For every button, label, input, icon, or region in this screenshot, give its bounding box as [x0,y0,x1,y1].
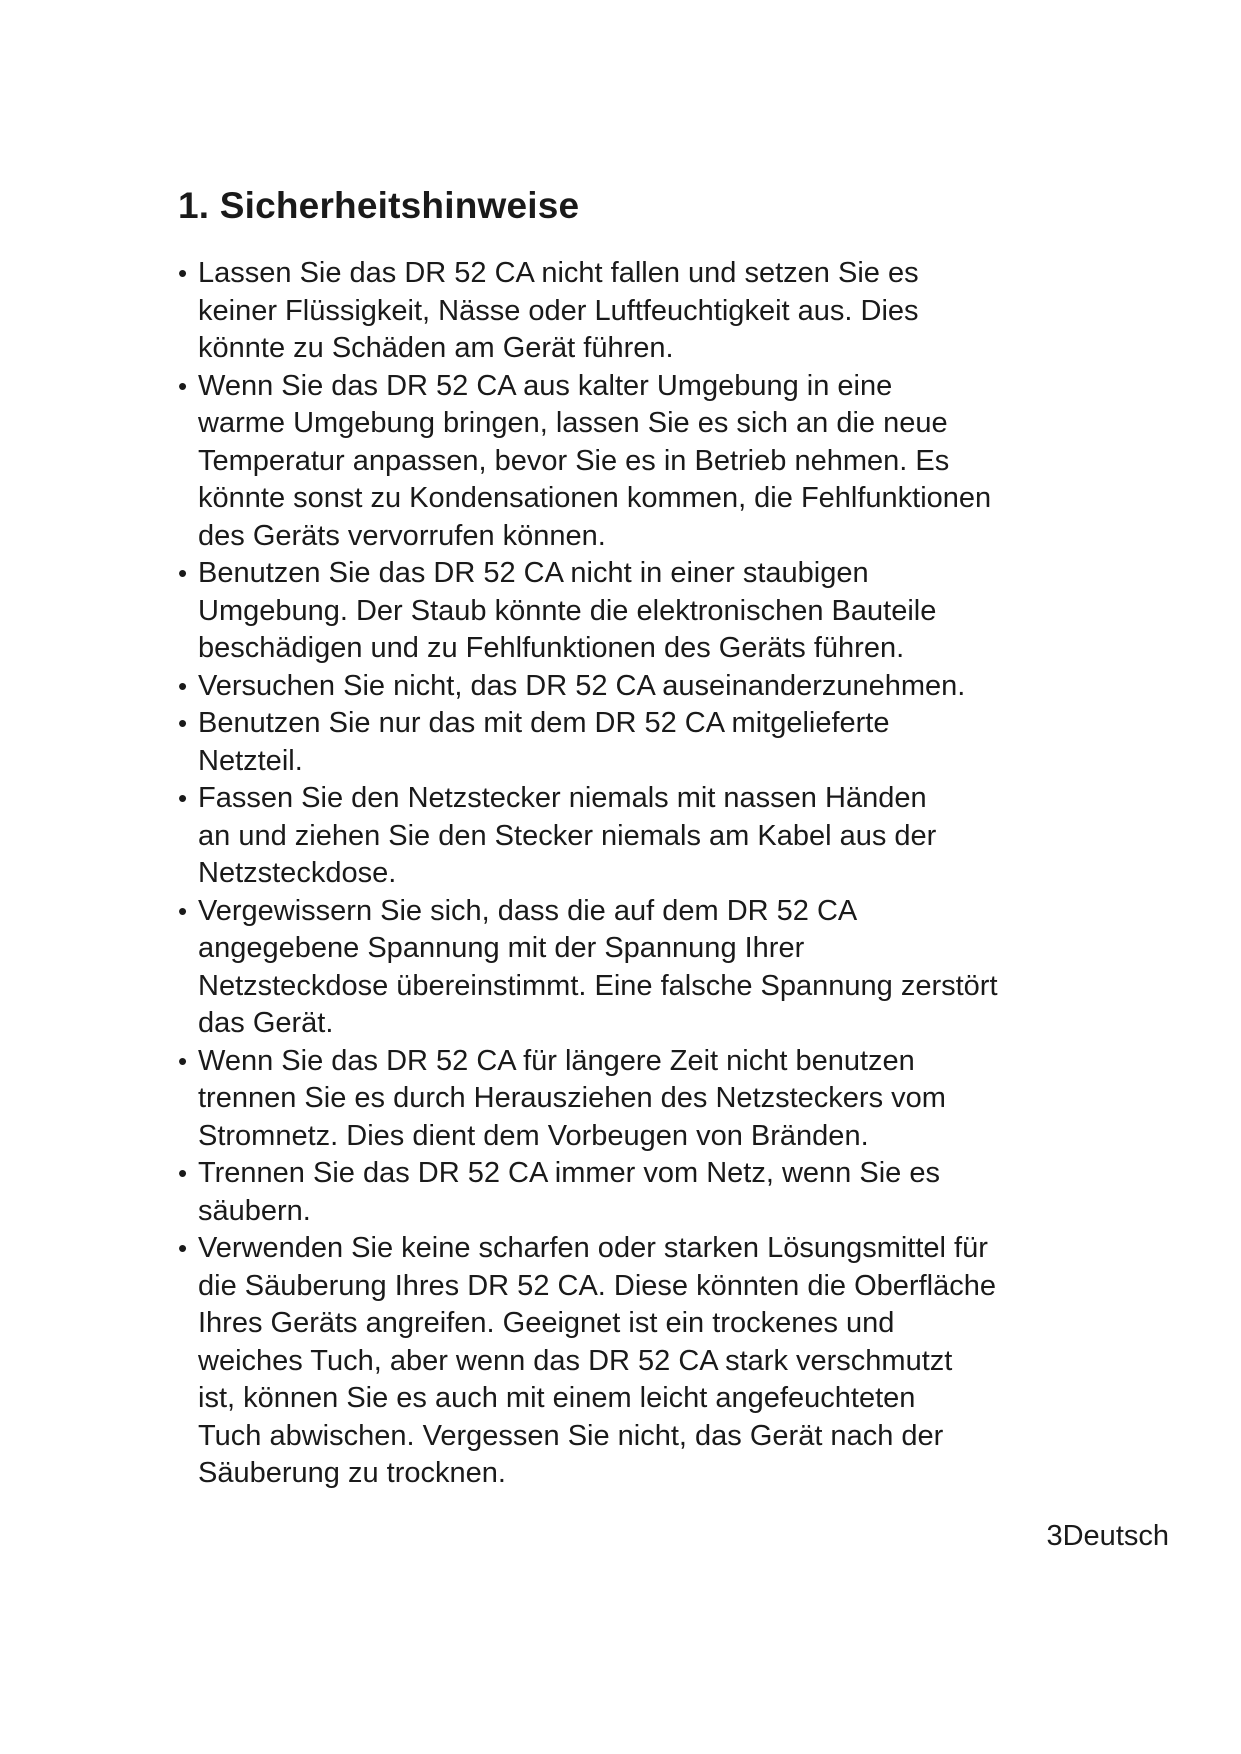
instruction-text-line: säubern. [198,1194,311,1227]
instruction-text-line: Netzteil. [198,744,303,777]
instruction-text-line: das Gerät. [198,1007,334,1039]
instruction-text-line: keiner Flüssigkeit, Nässe oder Luftfeuchtigkeit aus. Dies [198,294,919,327]
instruction-text-line: könnte sonst zu Kondensationen kommen, die Fehlfunktionen [198,482,992,514]
instruction-item [178,668,1078,706]
bullet-icon: • [178,1158,188,1188]
instruction-text-line: Wenn Sie das DR 52 CA aus kalter Umgebung in eine [198,369,893,402]
instruction-item [178,555,1078,668]
instruction-text-line: Trennen Sie das DR 52 CA immer vom Netz, wenn Sie es [198,1157,940,1189]
instruction-item [178,368,1078,556]
instruction-text-line: trennen Sie es durch Herausziehen des Netzsteckers vom [198,1082,946,1114]
instruction-text-line: Temperatur anpassen, bevor Sie es in Betrieb nehmen. Es [198,444,950,477]
instruction-text-line: Netzsteckdose. [198,857,397,889]
page-footer: 3Deutsch [1046,1520,1169,1552]
safety-instructions-list [178,255,1078,1493]
instruction-text-line: Benutzen Sie nur das mit dem DR 52 CA mitgelieferte [198,707,890,739]
instruction-text-line: Benutzen Sie das DR 52 CA nicht in einer staubigen [198,557,869,589]
bullet-icon: • [178,1045,188,1076]
instruction-text-line: beschädigen und zu Fehlfunktionen des Geräts führen. [198,632,905,664]
bullet-icon: • [178,708,188,738]
instruction-text-line: Verwenden Sie keine scharfen oder starken Lösungsmittel für [198,1232,988,1264]
instruction-text-line: Wenn Sie das DR 52 CA für längere Zeit nicht benutzen [198,1044,915,1077]
instruction-text-line: des Geräts vervorrufen können. [198,519,606,552]
instruction-text-line: an und ziehen Sie den Stecker niemals am Kabel aus der [198,819,937,852]
instruction-text-line: Fassen Sie den Netzstecker niemals mit nassen Händen [198,782,927,814]
instruction-text-line: Vergewissern Sie sich, dass die auf dem DR 52 CA [198,894,858,927]
instruction-text-line: Ihres Geräts angreifen. Geeignet ist ein trockenes und [198,1307,895,1339]
instruction-text-line: könnte zu Schäden am Gerät führen. [198,332,674,364]
bullet-icon: • [178,258,188,288]
instruction-text-line: warme Umgebung bringen, lassen Sie es sich an die neue [198,407,948,439]
instruction-text-line: Netzsteckdose übereinstimmt. Eine falsche Spannung zerstört [198,969,998,1002]
instruction-item [178,893,1078,1043]
instruction-text-line: Tuch abwischen. Vergessen Sie nicht, das Gerät nach der [198,1419,944,1452]
instruction-text-line: ist, können Sie es auch mit einem leicht angefeuchteten [198,1382,916,1414]
instruction-item [178,1155,1078,1230]
instruction-item [178,255,1078,368]
bullet-icon: • [178,370,188,401]
bullet-icon: • [178,558,188,588]
instruction-text-line: Lassen Sie das DR 52 CA nicht fallen und setzen Sie es [198,257,919,289]
bullet-icon: • [178,895,188,926]
instruction-text-line: Umgebung. Der Staub könnte die elektronischen Bauteile [198,594,937,627]
instruction-item [178,705,1078,780]
instruction-item [178,1043,1078,1156]
section-title: 1. Sicherheitshinweise [178,185,580,226]
instruction-text-line: Stromnetz. Dies dient dem Vorbeugen von Bränden. [198,1119,869,1152]
bullet-icon: • [178,670,188,701]
bullet-icon: • [178,1233,188,1263]
instruction-item [178,780,1078,893]
instruction-text-line: die Säuberung Ihres DR 52 CA. Diese könnten die Oberfläche [198,1269,996,1302]
instruction-item [178,1230,1078,1493]
instruction-text-line: weiches Tuch, aber wenn das DR 52 CA stark verschmutzt [198,1344,953,1377]
instruction-text-line: Säuberung zu trocknen. [198,1457,506,1489]
instruction-text-line: angegebene Spannung mit der Spannung Ihrer [198,932,805,964]
bullet-icon: • [178,783,188,813]
instruction-text-line: Versuchen Sie nicht, das DR 52 CA auseinanderzunehmen. [198,669,966,702]
